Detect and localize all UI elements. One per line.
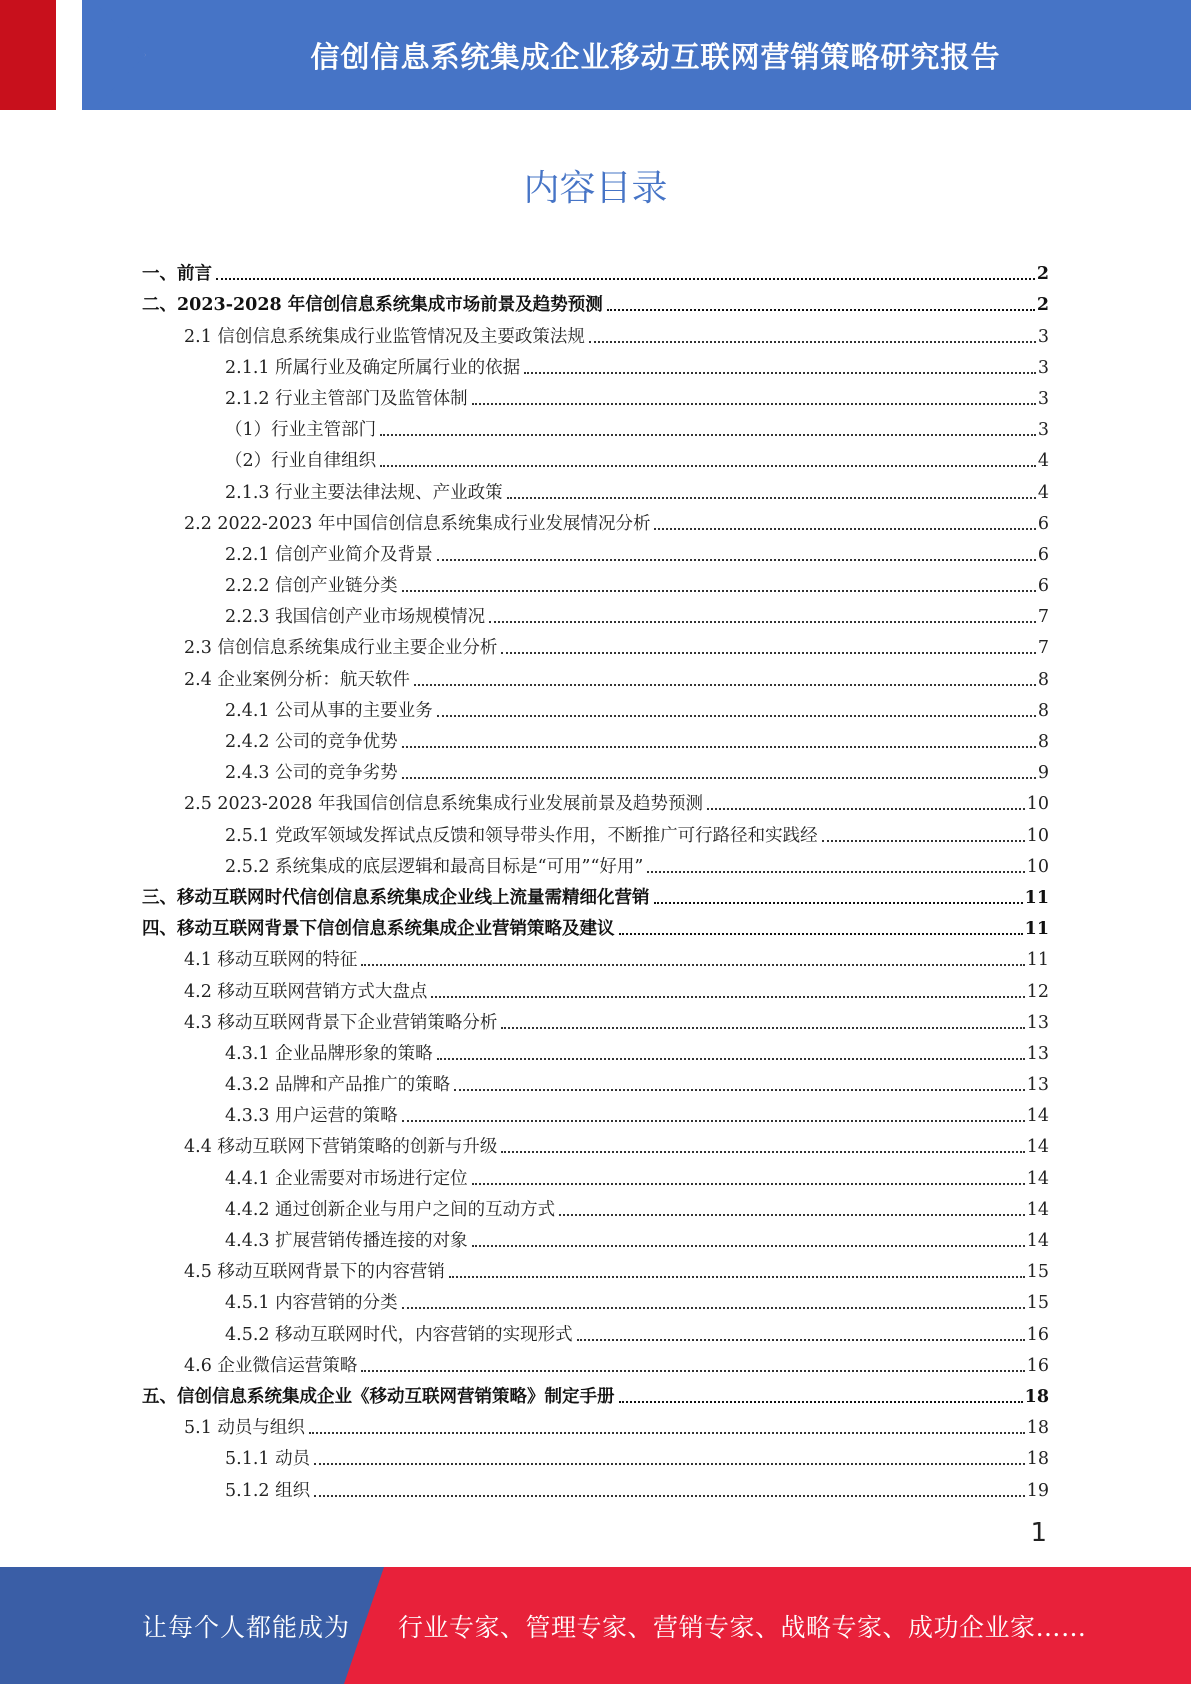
toc-entry-label: 5.1.1 动员 (225, 1449, 311, 1470)
toc-entry[interactable] (142, 472, 1049, 503)
toc-dot-leader (472, 403, 1036, 405)
footer-slogan-left: 让每个人都能成为 (142, 1612, 351, 1642)
toc-entry-label: 4.5 移动互联网背景下的内容营销 (184, 1262, 445, 1283)
toc-entry-label: 4.6 企业微信运营策略 (184, 1355, 358, 1376)
toc-dot-leader (472, 1245, 1025, 1247)
toc-dot-leader (822, 840, 1025, 842)
toc-entry[interactable] (142, 316, 1049, 347)
toc-dot-leader (314, 1495, 1025, 1497)
toc-entry-label: 2.5.2 系统集成的底层逻辑和最高目标是“可用”“好用” (225, 856, 644, 877)
toc-entry-page: 12 (1026, 981, 1049, 1002)
toc-entry-label: 4.4.2 通过创新企业与用户之间的互动方式 (225, 1199, 556, 1220)
toc-entry-label: 4.3 移动互联网背景下企业营销策略分析 (184, 1012, 498, 1033)
toc-entry-label: 2.2.2 信创产业链分类 (225, 576, 398, 597)
toc-entry-page: 3 (1037, 326, 1049, 347)
toc-entry[interactable] (142, 815, 1049, 846)
toc-entry-label: 5.1 动员与组织 (184, 1418, 305, 1439)
toc-dot-leader (654, 528, 1035, 530)
toc-entry[interactable] (142, 1158, 1049, 1189)
toc-dot-leader (607, 309, 1035, 311)
toc-entry[interactable] (142, 597, 1049, 628)
toc-entry[interactable] (142, 878, 1049, 909)
toc-entry[interactable] (142, 1127, 1049, 1158)
toc-dot-leader (501, 1151, 1024, 1153)
toc-dot-leader (361, 1370, 1024, 1372)
toc-dot-leader (380, 434, 1036, 436)
toc-dot-leader (507, 497, 1036, 499)
toc-entry[interactable] (142, 1408, 1049, 1439)
toc-entry-page: 10 (1026, 825, 1049, 846)
toc-entry[interactable] (142, 535, 1049, 566)
toc-entry-page: 13 (1026, 1012, 1049, 1033)
toc-entry-page: 6 (1037, 544, 1049, 565)
toc-dot-leader (309, 1432, 1025, 1434)
toc-dot-leader (501, 652, 1035, 654)
toc-entry-page: 3 (1037, 357, 1049, 378)
toc-dot-leader (577, 1339, 1025, 1341)
toc-dot-leader (314, 1463, 1025, 1465)
toc-dot-leader (619, 933, 1023, 935)
toc-entry-page: 18 (1024, 1386, 1049, 1407)
toc-entry-label: 4.2 移动互联网营销方式大盘点 (184, 981, 428, 1002)
toc-entry-label: 2.5.1 党政军领域发挥试点反馈和领导带头作用，不断推广可行路径和实践经 (225, 825, 818, 846)
toc-entry-label: 4.4 移动互联网下营销策略的创新与升级 (184, 1137, 498, 1158)
toc-entry[interactable] (142, 909, 1049, 940)
toc-entry-label: 2.4 企业案例分析：航天软件 (184, 669, 410, 690)
toc-dot-leader (402, 777, 1036, 779)
toc-entry-page: 15 (1026, 1293, 1049, 1314)
toc-entry[interactable] (142, 441, 1049, 472)
footer-banner (0, 1567, 1191, 1684)
toc-entry[interactable] (142, 659, 1049, 690)
toc-entry[interactable] (142, 1096, 1049, 1127)
toc-entry-page: 14 (1026, 1168, 1049, 1189)
toc-heading: 内容目录 (523, 168, 668, 209)
toc-entry[interactable] (142, 691, 1049, 722)
toc-entry-page: 8 (1037, 732, 1049, 752)
toc-entry-label: 2.1.3 行业主要法律法规、产业政策 (225, 482, 503, 503)
toc-entry-page: 11 (1024, 887, 1049, 908)
toc-entry-page: 3 (1037, 420, 1049, 441)
toc-entry-label: 2.1 信创信息系统集成行业监管情况及主要政策法规 (184, 326, 585, 347)
toc-dot-leader (524, 372, 1036, 374)
toc-entry[interactable] (142, 1221, 1049, 1252)
toc-dot-leader (654, 902, 1023, 904)
toc-entry-page: 18 (1026, 1418, 1049, 1439)
toc-entry-label: 4.5.1 内容营销的分类 (225, 1293, 398, 1314)
toc-entry-page: 16 (1026, 1324, 1049, 1345)
toc-dot-leader (402, 1120, 1025, 1122)
toc-entry[interactable] (142, 784, 1049, 815)
toc-entry[interactable] (142, 628, 1049, 659)
toc-entry-label: 2.1.1 所属行业及确定所属行业的依据 (225, 357, 521, 378)
toc-dot-leader (707, 808, 1025, 810)
toc-entry-page: 6 (1037, 513, 1049, 534)
toc-entry-label: 四、移动互联网背景下信创信息系统集成企业营销策略及建议 (142, 919, 615, 940)
toc-entry-label: 4.4.1 企业需要对市场进行定位 (225, 1168, 468, 1189)
toc-entry-label: （2）行业自律组织 (225, 451, 377, 472)
toc-entry-page: 8 (1037, 700, 1049, 721)
toc-dot-leader (431, 996, 1024, 998)
toc-entry-page: 13 (1026, 1075, 1049, 1096)
toc-dot-leader (501, 1027, 1024, 1029)
toc-entry[interactable] (142, 1346, 1049, 1377)
toc-dot-leader (449, 1276, 1025, 1278)
toc-dot-leader (414, 684, 1036, 686)
report-title: 信创信息系统集成企业移动互联网营销策略研究报告 (310, 39, 1001, 74)
toc-entry[interactable] (142, 410, 1049, 441)
toc-dot-leader (402, 746, 1036, 748)
toc-entry[interactable] (142, 348, 1049, 379)
toc-entry[interactable] (142, 1252, 1049, 1283)
toc-entry-page: 10 (1026, 794, 1049, 815)
toc-entry-page: 18 (1026, 1449, 1049, 1470)
toc-entry-label: 2.1.2 行业主管部门及监管体制 (225, 388, 468, 409)
toc-entry-page: 14 (1026, 1199, 1049, 1220)
toc-dot-leader (437, 1058, 1025, 1060)
toc-dot-leader (559, 1214, 1025, 1216)
toc-entry-label: 2.2.3 我国信创产业市场规模情况 (225, 607, 486, 628)
toc-entry-label: 2.2.1 信创产业简介及背景 (225, 544, 433, 565)
toc-entry-page: 7 (1037, 607, 1049, 628)
toc-entry[interactable] (142, 1003, 1049, 1034)
toc-dot-leader (402, 590, 1036, 592)
toc-dot-leader (472, 1183, 1025, 1185)
toc-entry-page: 13 (1026, 1043, 1049, 1064)
toc-entry[interactable] (142, 254, 1049, 285)
toc-entry-page: 14 (1026, 1106, 1049, 1127)
toc-entry-label: 2.2 2022-2023 年中国信创信息系统集成行业发展情况分析 (184, 513, 651, 534)
toc-entry-page: 2 (1036, 295, 1049, 316)
toc-entry-label: 2.4.1 公司从事的主要业务 (225, 700, 433, 721)
toc-entry-label: 二、2023-2028 年信创信息系统集成市场前景及趋势预测 (142, 295, 603, 316)
toc-entry-label: 2.4.2 公司的竞争优势 (225, 732, 398, 752)
toc-entry[interactable] (142, 847, 1049, 878)
toc-entry-page: 15 (1026, 1262, 1049, 1283)
toc-entry[interactable] (142, 1283, 1049, 1314)
toc-entry-label: 4.4.3 扩展营销传播连接的对象 (225, 1231, 468, 1251)
toc-entry-label: 5.1.2 组织 (225, 1480, 311, 1501)
toc-entry-label: 4.3.1 企业品牌形象的策略 (225, 1043, 433, 1064)
toc-dot-leader (380, 465, 1036, 467)
page-number: 1 (1030, 1518, 1047, 1548)
toc-entry-label: 4.1 移动互联网的特征 (184, 950, 358, 971)
toc-entry[interactable] (142, 1065, 1049, 1096)
toc-entry-label: 一、前言 (142, 264, 212, 285)
toc-entry[interactable] (142, 1470, 1049, 1501)
toc-entry-label: （1）行业主管部门 (225, 420, 377, 441)
toc-entry-label: 2.4.3 公司的竞争劣势 (225, 763, 398, 784)
toc-entry[interactable] (142, 940, 1049, 971)
toc-entry-label: 2.3 信创信息系统集成行业主要企业分析 (184, 638, 498, 659)
toc-entry-label: 2.5 2023-2028 年我国信创信息系统集成行业发展前景及趋势预测 (184, 794, 703, 815)
toc-entry[interactable] (142, 971, 1049, 1002)
toc-entry-page: 14 (1026, 1137, 1049, 1158)
toc-entry-page: 11 (1024, 919, 1049, 940)
toc-dot-leader (454, 1089, 1025, 1091)
header-banner (0, 0, 1191, 110)
toc-entry-page: 10 (1026, 856, 1049, 877)
toc-dot-leader (402, 1307, 1025, 1309)
toc-dot-leader (589, 341, 1036, 343)
toc-entry[interactable] (142, 285, 1049, 316)
toc-entry[interactable] (142, 1314, 1049, 1345)
toc-dot-leader (489, 621, 1036, 623)
toc-entry-page: 4 (1037, 451, 1049, 472)
toc-entry[interactable] (142, 1034, 1049, 1065)
toc-entry[interactable] (142, 1377, 1049, 1408)
toc-dot-leader (361, 964, 1024, 966)
footer-slogan-right: 行业专家、管理专家、营销专家、战略专家、成功企业家…… (398, 1612, 1087, 1642)
toc-entry[interactable] (142, 722, 1049, 753)
toc-entry-page: 6 (1037, 576, 1049, 597)
table-of-contents (142, 254, 1049, 1502)
toc-entry[interactable] (142, 379, 1049, 410)
toc-entry-page: 7 (1037, 638, 1049, 659)
toc-entry-label: 4.3.2 品牌和产品推广的策略 (225, 1075, 451, 1096)
toc-entry[interactable] (142, 566, 1049, 597)
toc-entry[interactable] (142, 753, 1049, 784)
toc-entry-label: 五、信创信息系统集成企业《移动互联网营销策略》制定手册 (142, 1386, 615, 1407)
toc-entry-page: 8 (1037, 669, 1049, 690)
toc-entry-page: 4 (1037, 482, 1049, 503)
toc-dot-leader (647, 871, 1024, 873)
toc-entry[interactable] (142, 504, 1049, 535)
toc-entry-page: 14 (1026, 1231, 1049, 1251)
toc-dot-leader (216, 278, 1035, 280)
toc-entry-page: 19 (1026, 1480, 1049, 1501)
toc-dot-leader (619, 1401, 1023, 1403)
toc-entry[interactable] (142, 1190, 1049, 1221)
toc-entry-page: 16 (1026, 1355, 1049, 1376)
toc-dot-leader (437, 715, 1036, 717)
toc-dot-leader (437, 559, 1036, 561)
toc-entry-page: 11 (1026, 950, 1049, 971)
toc-entry-page: 3 (1037, 388, 1049, 409)
toc-entry-label: 4.5.2 移动互联网时代，内容营销的实现形式 (225, 1324, 573, 1345)
toc-entry-page: 2 (1036, 264, 1049, 285)
toc-entry-page: 9 (1037, 763, 1049, 784)
toc-entry-label: 4.3.3 用户运营的策略 (225, 1106, 398, 1127)
toc-entry-label: 三、移动互联网时代信创信息系统集成企业线上流量需精细化营销 (142, 887, 650, 908)
toc-entry[interactable] (142, 1439, 1049, 1470)
